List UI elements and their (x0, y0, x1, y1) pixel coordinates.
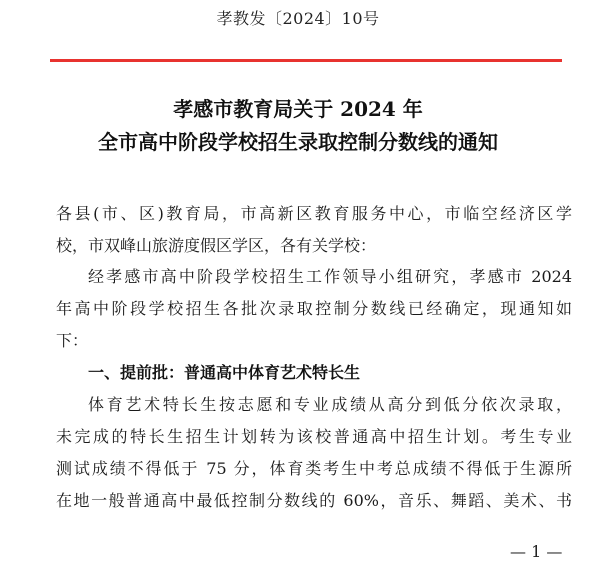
red-divider-line (50, 59, 562, 62)
document-title-line-2: 全市高中阶段学校招生录取控制分数线的通知 (98, 130, 498, 154)
paragraph-2-line-3: 测试成绩不得低于 75 分，体育类考生中考总成绩不得低于生源所 (56, 459, 572, 478)
paragraph-1-line-1: 经孝感市高中阶段学校招生工作领导小组研究，孝感市 2024 (88, 267, 572, 286)
paragraph-2-line-2: 未完成的特长生招生计划转为该校普通高中招生计划。考生专业 (56, 427, 572, 446)
document-title-line-1: 孝感市教育局关于 2024 年 (173, 97, 423, 121)
addressee-line-1: 各县(市、区)教育局，市高新区教育服务中心，市临空经济区学 (56, 204, 572, 223)
paragraph-2-line-1: 体育艺术特长生按志愿和专业成绩从高分到低分依次录取， (88, 395, 572, 414)
addressee-line-2: 校，市双峰山旅游度假区学区，各有关学校： (56, 236, 377, 255)
section-heading-1: 一、提前批：普通高中体育艺术特长生 (88, 363, 361, 382)
paragraph-2-line-4: 在地一般普通高中最低控制分数线的 60%，音乐、舞蹈、美术、书 (56, 491, 572, 510)
page-number: — 1 — (510, 542, 563, 561)
document-number: 孝教发〔2024〕10号 (216, 9, 380, 28)
paragraph-1-line-3: 下： (56, 331, 89, 350)
paragraph-1-line-2: 年高中阶段学校招生各批次录取控制分数线已经确定，现通知如 (56, 299, 572, 318)
